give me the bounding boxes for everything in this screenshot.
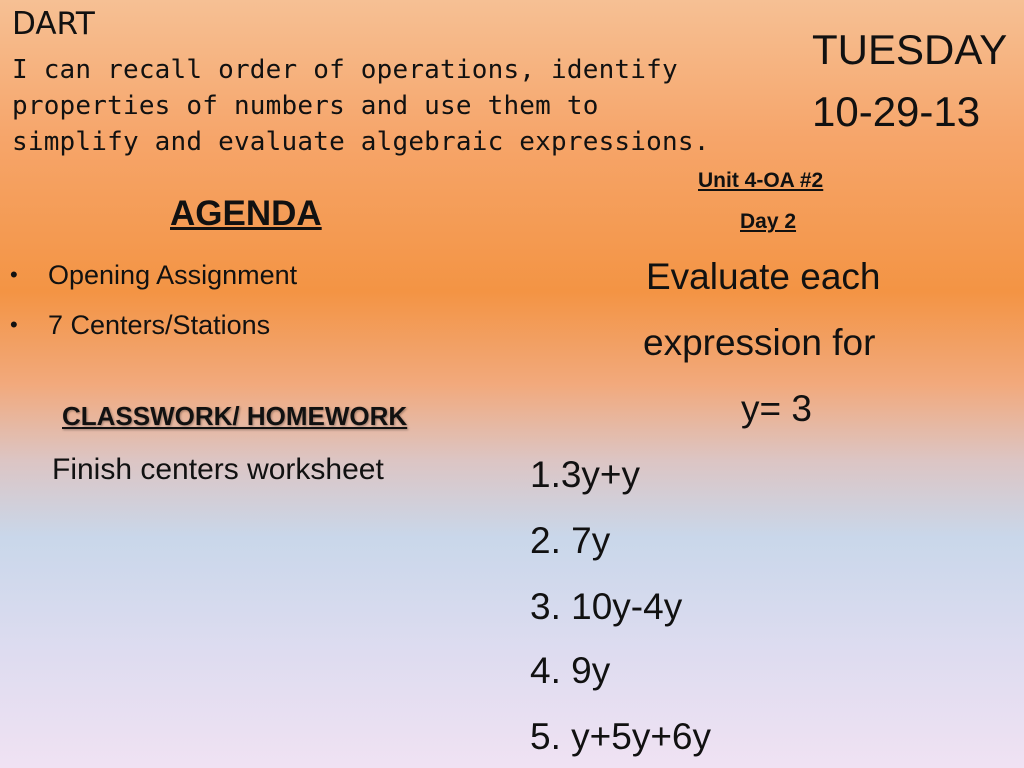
agenda-item-label: Opening Assignment	[48, 259, 298, 290]
agenda-heading: AGENDA	[170, 194, 322, 233]
problem-item: 4. 9y	[530, 650, 611, 691]
day-label: Day 2	[740, 210, 797, 233]
problem-item: 3. 10y-4y	[530, 586, 683, 627]
date: 10-29-13	[812, 88, 981, 135]
agenda-item-label: 7 Centers/Stations	[48, 309, 271, 340]
problem-item: 5. y+5y+6y	[530, 716, 712, 757]
instruction-line: Evaluate each	[646, 256, 881, 297]
problem-item: 1.3y+y	[530, 454, 641, 495]
classwork-text: Finish centers worksheet	[52, 453, 384, 486]
agenda-list	[10, 250, 297, 350]
problem-item: 2. 7y	[530, 520, 611, 561]
instruction-line: y= 3	[741, 388, 812, 429]
learning-objective: I can recall order of operations, identify properties of numbers and use them to simplify and evaluate algebraic expressions.	[12, 55, 710, 157]
list-item	[10, 300, 297, 350]
classwork-heading: CLASSWORK/ HOMEWORK	[62, 401, 408, 431]
bullet-icon: •	[10, 262, 18, 287]
bullet-icon: •	[10, 312, 18, 337]
list-item	[10, 250, 297, 300]
day-of-week: TUESDAY	[812, 26, 1008, 73]
instruction-line: expression for	[643, 322, 876, 363]
slide-title: DART	[12, 6, 95, 42]
unit-label: Unit 4-OA #2	[698, 169, 824, 192]
